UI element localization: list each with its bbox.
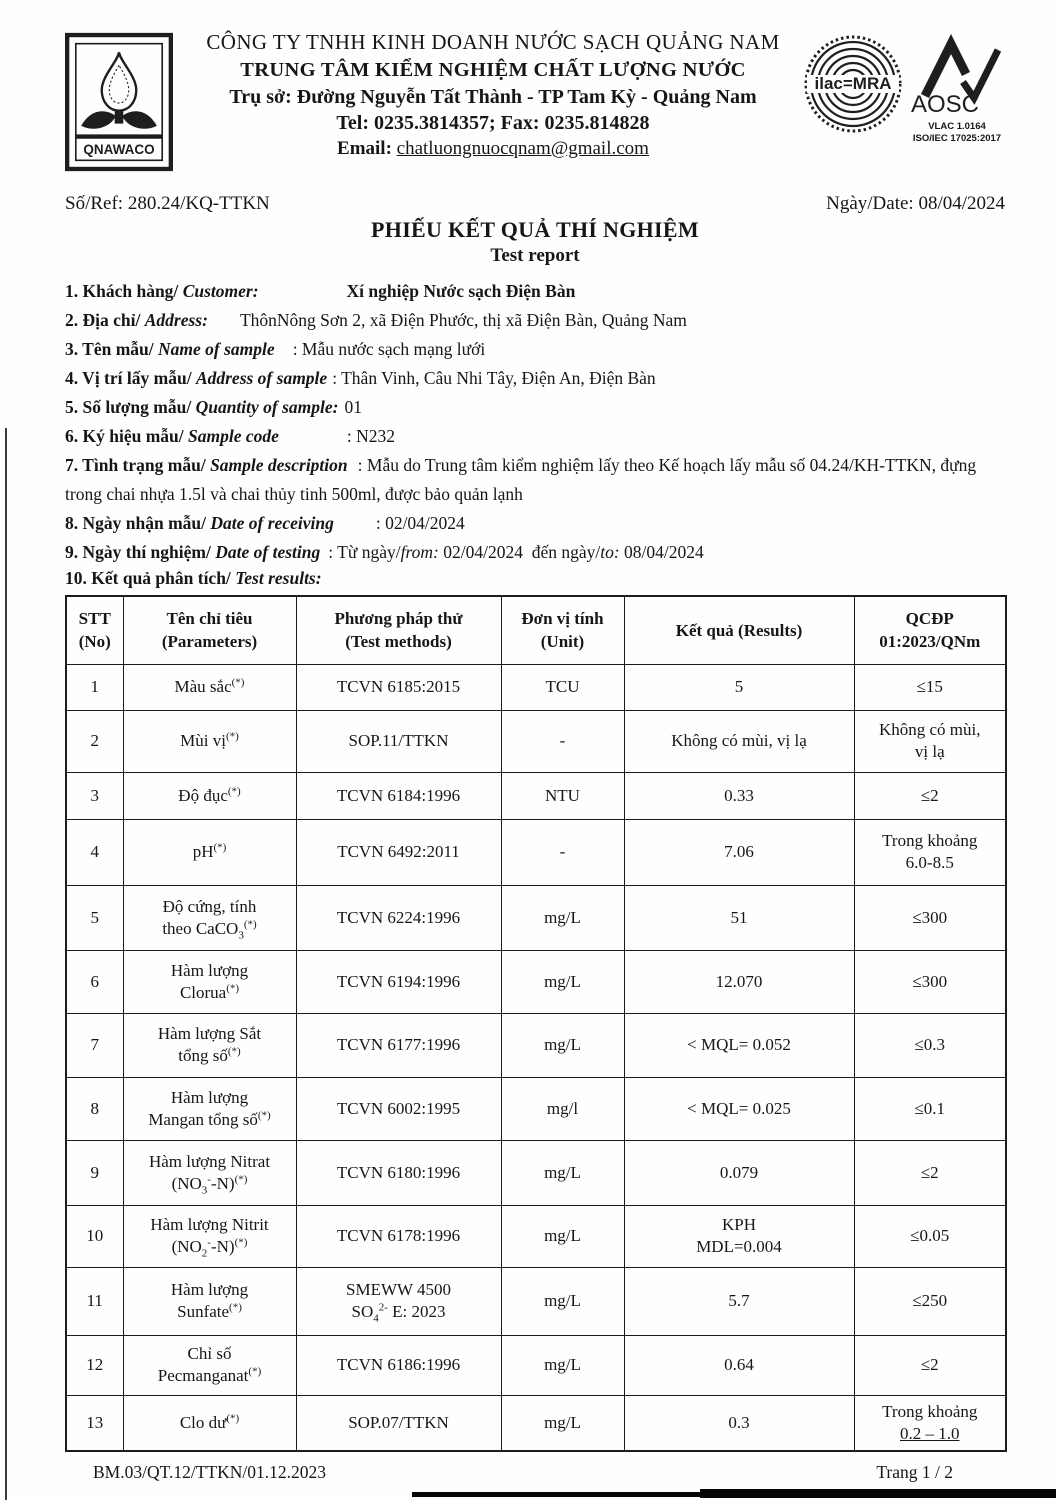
info-label-en: Address:: [144, 310, 208, 330]
cell-no: 9: [66, 1140, 123, 1205]
scan-artifact-left-line: [5, 428, 7, 1500]
cell-parameter: Mùi vị(*): [123, 710, 296, 772]
info-label-vi: 8. Ngày nhận mẫu/: [65, 513, 211, 533]
info-line-sample-code: [65, 422, 1005, 451]
cell-result: 5: [624, 664, 854, 710]
cell-method: TCVN 6194:1996: [296, 950, 501, 1013]
table-row: [66, 1013, 1006, 1077]
cell-method: SOP.11/TTKN: [296, 710, 501, 772]
cell-unit: NTU: [501, 772, 624, 819]
info-label-vi: 7. Tình trạng mẫu/: [65, 455, 211, 475]
aosc-logo-icon: [911, 34, 1003, 116]
info-value: : Mẫu nước sạch mạng lưới: [292, 339, 486, 359]
cell-unit: mg/L: [501, 1395, 624, 1451]
date-value: 08/04/2024: [918, 193, 1005, 214]
cell-unit: mg/L: [501, 1140, 624, 1205]
ref-value: 280.24/KQ-TTKN: [127, 193, 270, 214]
email-line: [183, 138, 803, 160]
col-header-limit: QCĐP 01:2023/QNm: [854, 596, 1006, 664]
info-label-vi: 3. Tên mẫu/: [65, 339, 159, 359]
cell-result: 0.33: [624, 772, 854, 819]
cell-unit: mg/L: [501, 1267, 624, 1335]
table-row: [66, 772, 1006, 819]
info-value: : Từ ngày/from: 02/04/2024 đến ngày/to: 08/04/2024: [328, 542, 704, 562]
page-number: Trang 1 / 2: [876, 1462, 953, 1482]
info-line-date-testing: [65, 538, 1005, 567]
table-row: [66, 1395, 1006, 1451]
info-line-sample-description: [65, 451, 1005, 509]
cell-unit: mg/L: [501, 1013, 624, 1077]
cell-limit: ≤0.05: [854, 1205, 1006, 1267]
report-date: [826, 193, 1005, 215]
col-header-unit: Đơn vị tính (Unit): [501, 596, 624, 664]
info-line-sample-address: [65, 364, 1005, 393]
info-label-en: Customer:: [182, 281, 259, 301]
cell-parameter: Hàm lượng Sunfate(*): [123, 1267, 296, 1335]
qnawaco-logo-text: QNAWACO: [83, 141, 155, 157]
cell-parameter: Hàm lượng Nitrat $(NO_3^--N)^{(*)}$: [123, 1140, 296, 1205]
letterhead: [65, 26, 1005, 177]
cell-no: 6: [66, 950, 123, 1013]
info-label-vi: 2. Địa chỉ/: [65, 310, 145, 330]
cell-no: 7: [66, 1013, 123, 1077]
ref-number: [65, 193, 270, 215]
cell-parameter: Độ đục(*): [123, 772, 296, 819]
page-title-en: Test report: [490, 245, 580, 266]
cell-result: 12.070: [624, 950, 854, 1013]
cell-unit: mg/l: [501, 1077, 624, 1140]
cell-method: SOP.07/TTKN: [296, 1395, 501, 1451]
cell-unit: -: [501, 710, 624, 772]
results-heading: [65, 568, 1005, 589]
cell-unit: mg/L: [501, 1205, 624, 1267]
aosc-vlac-number: VLAC 1.0164: [928, 121, 986, 132]
center-name: TRUNG TÂM KIỂM NGHIỆM CHẤT LƯỢNG NƯỚC: [240, 59, 746, 81]
info-line-date-receiving: [65, 509, 1005, 538]
table-row: [66, 950, 1006, 1013]
cell-method: TCVN 6178:1996: [296, 1205, 501, 1267]
results-heading-en: Test results:: [235, 568, 322, 588]
info-label-en: Quantity of sample:: [195, 397, 339, 417]
sample-info: [65, 277, 1005, 567]
info-value: : Mẫu do Trung tâm kiểm nghiệm lấy theo Kế hoạch lấy mẫu số 04.24/KH-TTKN, đựng trong chai nhựa 1.5l và chai thủy tinh 500ml, được bảo quản lạnh: [65, 455, 977, 504]
cell-parameter: Clo dư(*): [123, 1395, 296, 1451]
table-row: [66, 1335, 1006, 1395]
table-header-row: [66, 596, 1006, 664]
meta-row: [65, 193, 1005, 215]
cell-result: KPH MDL=0.004: [624, 1205, 854, 1267]
cell-unit: mg/L: [501, 950, 624, 1013]
cell-result: 5.7: [624, 1267, 854, 1335]
cell-unit: mg/L: [501, 885, 624, 950]
qnawaco-logo: [65, 26, 183, 177]
cell-limit: ≤300: [854, 950, 1006, 1013]
cell-limit: ≤2: [854, 1335, 1006, 1395]
info-value: : Thân Vinh, Câu Nhi Tây, Điện An, Điện Bàn: [332, 368, 656, 388]
cell-parameter: Chỉ số Pecmanganat(*): [123, 1335, 296, 1395]
table-row: [66, 885, 1006, 950]
cell-parameter: Màu sắc(*): [123, 664, 296, 710]
cell-method: TCVN 6185:2015: [296, 664, 501, 710]
info-line-customer: [65, 277, 1005, 306]
table-row: [66, 710, 1006, 772]
cell-limit: ≤2: [854, 1140, 1006, 1205]
scan-artifact-bottom-bar-thick: [700, 1489, 1056, 1498]
info-line-address: [65, 306, 1005, 335]
col-header-no: STT (No): [66, 596, 123, 664]
cell-method: SMEWW 4500 $SO_4^{2-}$ E: 2023: [296, 1267, 501, 1335]
document-footer: [65, 1462, 1005, 1483]
results-table: [65, 595, 1007, 1452]
cell-result: Không có mùi, vị lạ: [624, 710, 854, 772]
info-label-vi: 6. Ký hiệu mẫu/: [65, 426, 189, 446]
ilac-mra-logo-text: ilac=MRA: [814, 74, 892, 93]
cell-limit: Trong khoảng 6.0-8.5: [854, 819, 1006, 885]
date-label: Ngày/Date:: [826, 193, 914, 214]
qnawaco-logo-icon: [65, 32, 173, 172]
email-address: chatluongnuocqnam@gmail.com: [396, 138, 649, 159]
cell-parameter: Độ cứng, tính theo CaCO$_3$(*): [123, 885, 296, 950]
cell-no: 12: [66, 1335, 123, 1395]
info-label-en: Date of receiving: [210, 513, 334, 533]
info-line-quantity: [65, 393, 1005, 422]
cell-limit: ≤0.3: [854, 1013, 1006, 1077]
cell-parameter: Hàm lượng Sắt tổng số(*): [123, 1013, 296, 1077]
cell-limit: ≤15: [854, 664, 1006, 710]
col-header-result: Kết quả (Results): [624, 596, 854, 664]
cell-limit: ≤2: [854, 772, 1006, 819]
info-label-en: Sample code: [188, 426, 279, 446]
cell-no: 13: [66, 1395, 123, 1451]
info-value: Xí nghiệp Nước sạch Điện Bàn: [346, 281, 576, 301]
cell-result: < MQL= 0.052: [624, 1013, 854, 1077]
info-label-vi: 1. Khách hàng/: [65, 281, 183, 301]
info-label-en: Sample description: [210, 455, 348, 475]
cell-no: 2: [66, 710, 123, 772]
cell-unit: TCU: [501, 664, 624, 710]
accreditation-logos: [803, 26, 1005, 145]
form-code: BM.03/QT.12/TTKN/01.12.2023: [93, 1462, 327, 1482]
table-row: [66, 1140, 1006, 1205]
table-row: [66, 1267, 1006, 1335]
info-label-vi: 4. Vị trí lấy mẫu/: [65, 368, 196, 388]
cell-unit: -: [501, 819, 624, 885]
cell-method: TCVN 6002:1995: [296, 1077, 501, 1140]
cell-no: 4: [66, 819, 123, 885]
ilac-mra-logo-icon: [803, 34, 903, 134]
ref-label: Số/Ref:: [65, 193, 124, 214]
cell-parameter: Hàm lượng Mangan tổng số(*): [123, 1077, 296, 1140]
info-line-sample-name: [65, 335, 1005, 364]
cell-result: 0.3: [624, 1395, 854, 1451]
cell-limit: ≤0.1: [854, 1077, 1006, 1140]
cell-parameter: Hàm lượng Nitrit $(NO_2^--N)^{(*)}$: [123, 1205, 296, 1267]
table-row: [66, 1077, 1006, 1140]
page-title: PHIẾU KẾT QUẢ THÍ NGHIỆM: [371, 217, 699, 242]
cell-result: < MQL= 0.025: [624, 1077, 854, 1140]
info-label-en: Address of sample: [195, 368, 328, 388]
info-label-en: Date of testing: [215, 542, 321, 562]
aosc-logo-text: AOSC: [911, 91, 980, 116]
cell-no: 11: [66, 1267, 123, 1335]
cell-result: 51: [624, 885, 854, 950]
cell-parameter: Hàm lượng Clorua(*): [123, 950, 296, 1013]
table-row: [66, 819, 1006, 885]
table-row: [66, 664, 1006, 710]
title-block: [65, 217, 1005, 267]
head-office-address: Trụ sở: Đường Nguyễn Tất Thành - TP Tam Kỳ - Quảng Nam: [229, 86, 757, 108]
cell-no: 3: [66, 772, 123, 819]
cell-limit: Trong khoảng 0.2 – 1.0: [854, 1395, 1006, 1451]
table-row: [66, 1205, 1006, 1267]
cell-limit: ≤300: [854, 885, 1006, 950]
results-heading-vi: 10. Kết quả phân tích/: [65, 568, 236, 588]
cell-method: TCVN 6184:1996: [296, 772, 501, 819]
col-header-method: Phương pháp thử (Test methods): [296, 596, 501, 664]
cell-result: 0.079: [624, 1140, 854, 1205]
info-value: : N232: [346, 426, 396, 446]
info-value: : 02/04/2024: [375, 513, 465, 533]
info-label-vi: 5. Số lượng mẫu/: [65, 397, 196, 417]
tel-fax: Tel: 0235.3814357; Fax: 0235.814828: [336, 112, 650, 134]
cell-parameter: pH(*): [123, 819, 296, 885]
cell-no: 1: [66, 664, 123, 710]
col-header-parameter: Tên chỉ tiêu (Parameters): [123, 596, 296, 664]
cell-method: TCVN 6180:1996: [296, 1140, 501, 1205]
info-value: 01: [344, 397, 362, 417]
info-label-vi: 9. Ngày thí nghiệm/: [65, 542, 216, 562]
cell-result: 7.06: [624, 819, 854, 885]
letterhead-center: [183, 26, 803, 160]
aosc-logo: [909, 34, 1005, 145]
email-label: Email:: [337, 138, 392, 159]
cell-no: 10: [66, 1205, 123, 1267]
company-name: CÔNG TY TNHH KINH DOANH NƯỚC SẠCH QUẢNG NAM: [206, 30, 780, 54]
cell-limit: Không có mùi, vị lạ: [854, 710, 1006, 772]
cell-method: TCVN 6186:1996: [296, 1335, 501, 1395]
aosc-iso-standard: ISO/IEC 17025:2017: [912, 133, 1002, 144]
info-label-en: Name of sample: [158, 339, 275, 359]
cell-no: 5: [66, 885, 123, 950]
cell-unit: mg/L: [501, 1335, 624, 1395]
cell-result: 0.64: [624, 1335, 854, 1395]
cell-method: TCVN 6177:1996: [296, 1013, 501, 1077]
cell-method: TCVN 6492:2011: [296, 819, 501, 885]
cell-no: 8: [66, 1077, 123, 1140]
cell-limit: ≤250: [854, 1267, 1006, 1335]
info-value: ThônNông Sơn 2, xã Điện Phước, thị xã Điện Bàn, Quảng Nam: [239, 310, 687, 330]
cell-method: TCVN 6224:1996: [296, 885, 501, 950]
